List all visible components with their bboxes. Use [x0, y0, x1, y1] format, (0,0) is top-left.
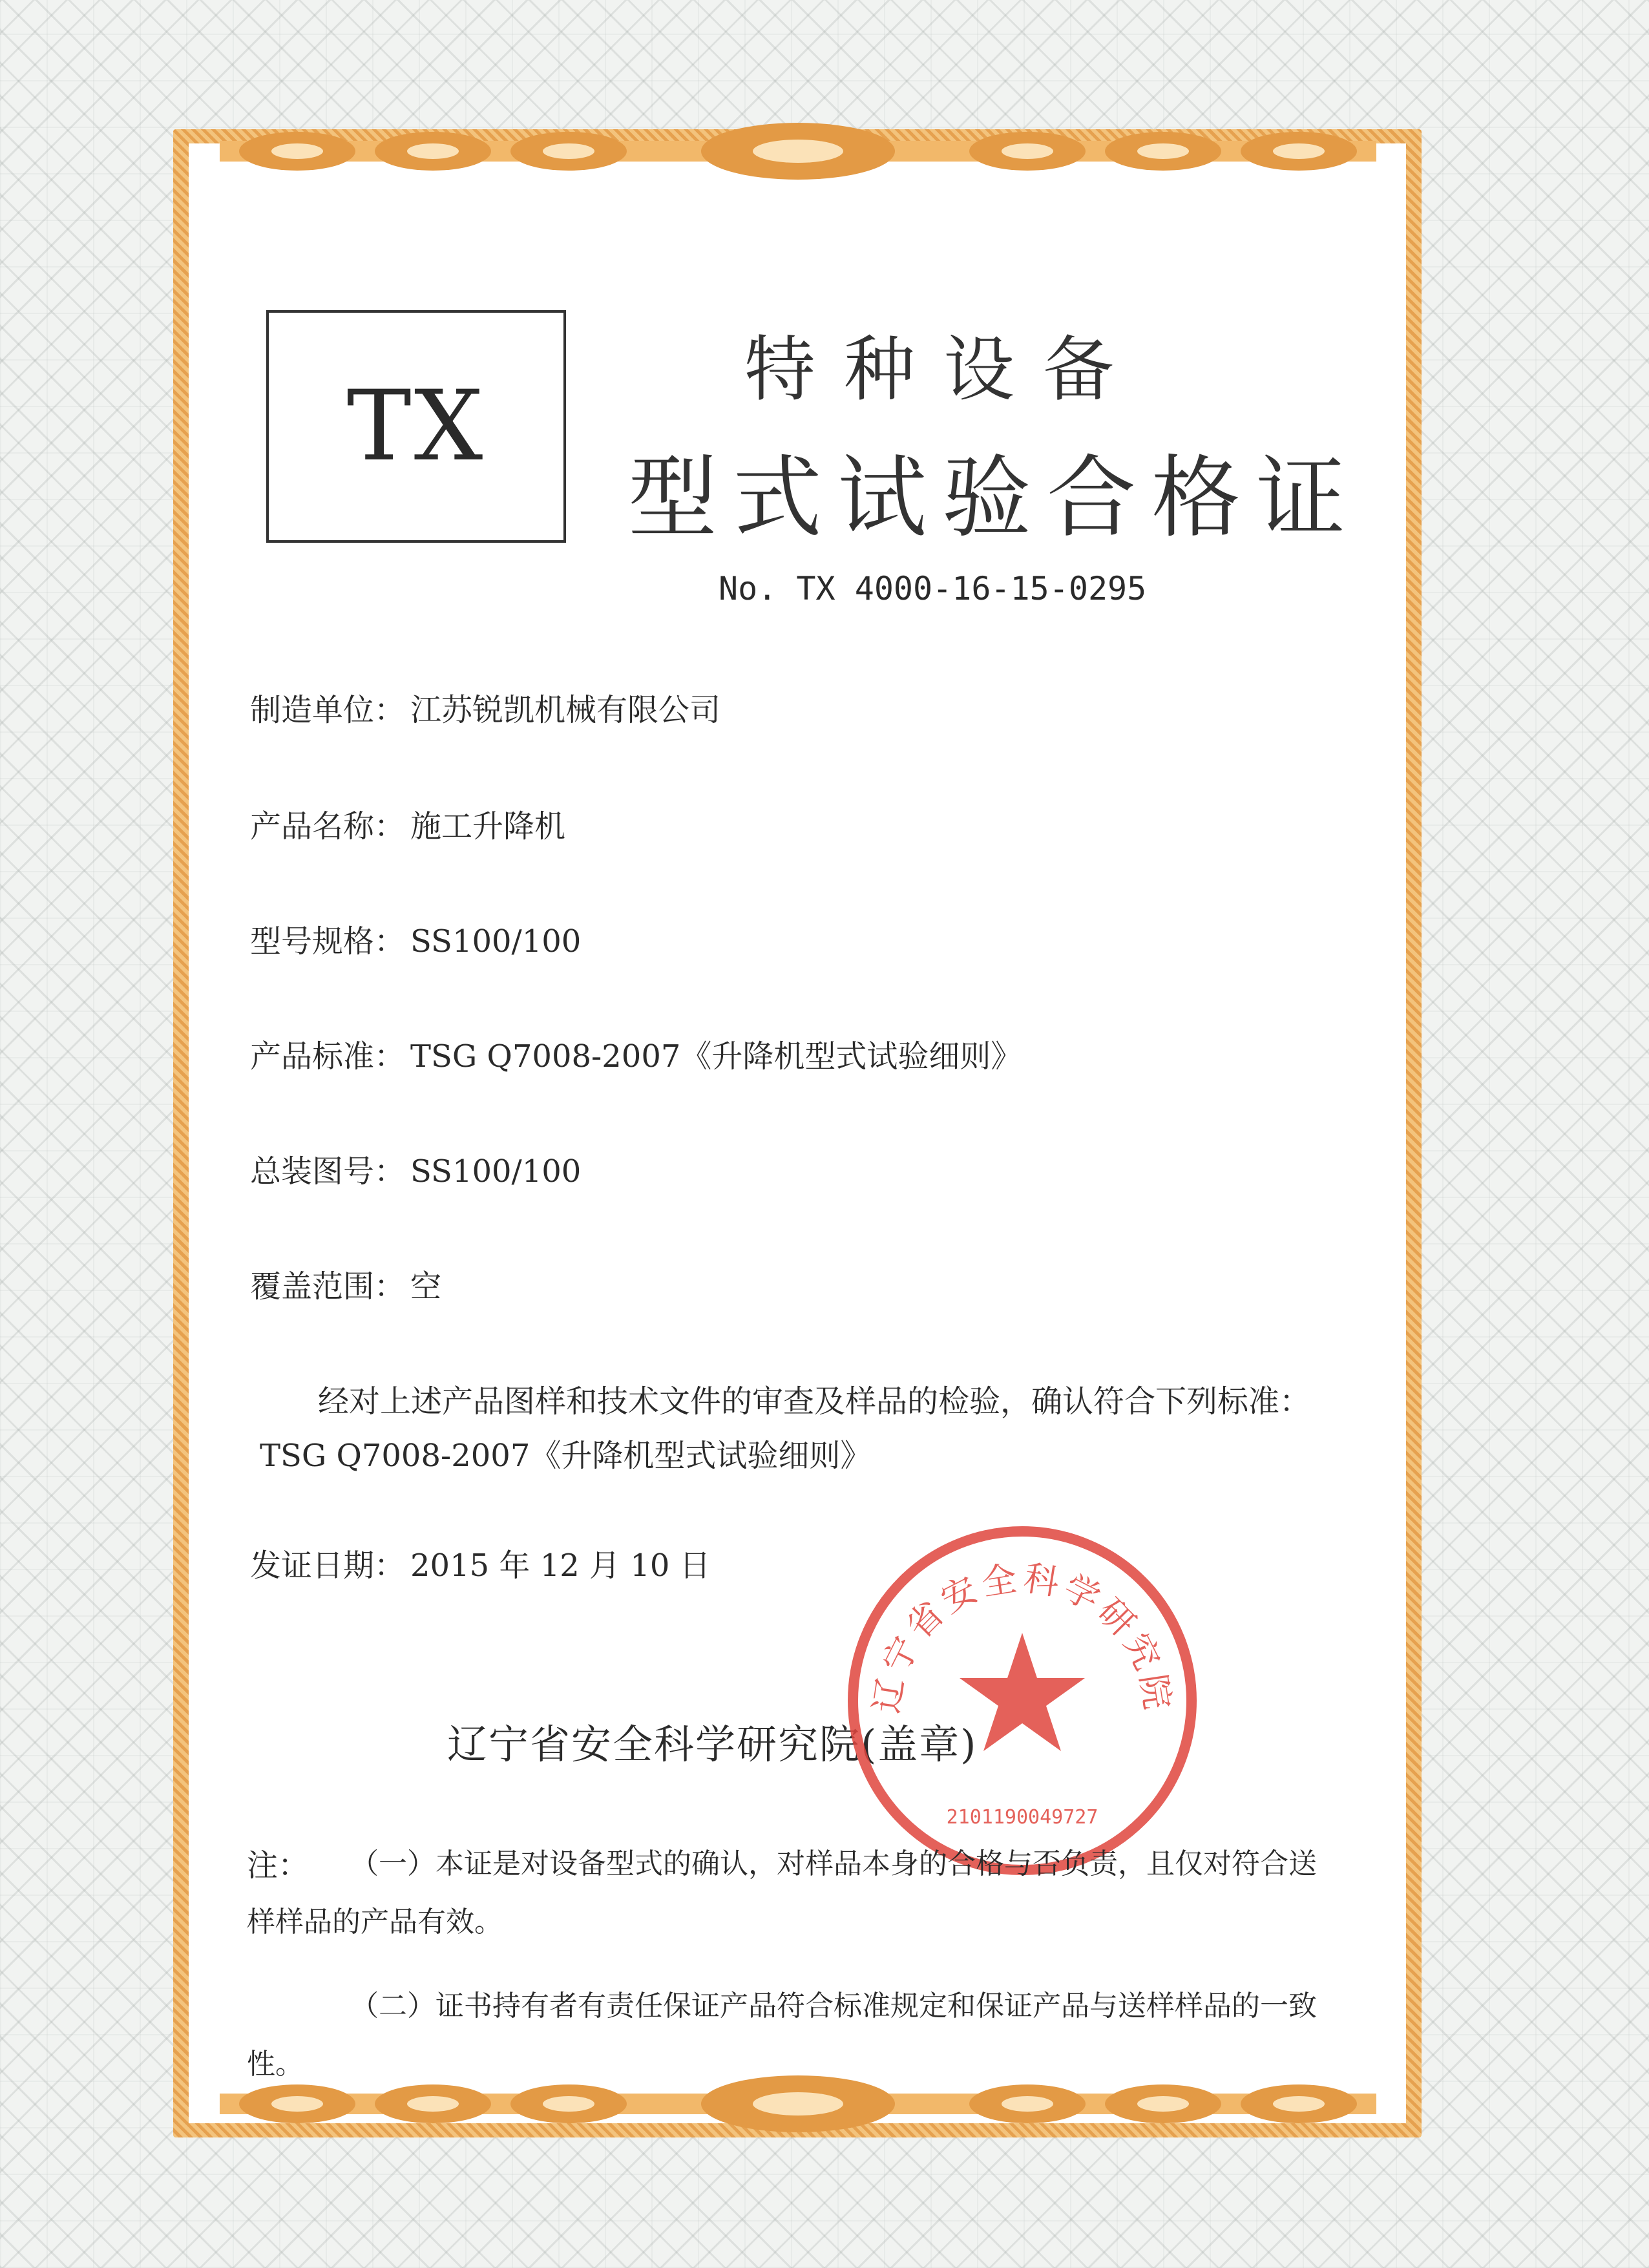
certificate-title-line1: 特种设备	[744, 328, 1142, 411]
field-value: 空	[410, 1268, 442, 1305]
field-coverage	[250, 1261, 441, 1306]
official-seal	[841, 1520, 1203, 1882]
field-value: 施工升降机	[410, 808, 566, 845]
field-label: 总装图号：	[250, 1153, 406, 1190]
category-mark: TX	[346, 370, 486, 483]
field-product-name	[250, 801, 565, 846]
field-value: SS100/100	[410, 923, 582, 960]
issue-date	[250, 1540, 711, 1585]
note-item2-line2: 性。	[247, 2048, 304, 2081]
conclusion-line1: 经对上述产品图样和技术文件的审查及样品的检验，确认符合下列标准：	[318, 1383, 1311, 1420]
note-item2-line1: （二）证书持有者有责任保证产品符合标准规定和保证产品与送样样品的一致	[350, 1990, 1317, 2022]
field-value: 江苏锐凯机械有限公司	[410, 692, 721, 728]
svg-text:辽宁省安全科学研究院: 辽宁省安全科学研究院	[866, 1557, 1179, 1716]
field-product-standard	[250, 1031, 1022, 1076]
field-label: 制造单位：	[250, 692, 406, 728]
certificate-content	[189, 143, 1406, 2123]
field-value: TSG Q7008-2007《升降机型式试验细则》	[410, 1038, 1022, 1075]
certificate-title-line2: 型式试验合格证	[628, 446, 1361, 550]
notes-label: 注：	[247, 1847, 310, 1884]
note-item1-line2: 样样品的产品有效。	[247, 1906, 503, 1938]
category-mark-box	[266, 310, 566, 543]
field-label: 覆盖范围：	[250, 1268, 406, 1305]
conclusion-line2: TSG Q7008-2007《升降机型式试验细则》	[260, 1438, 872, 1474]
field-model-spec	[250, 916, 581, 961]
field-label: 产品标准：	[250, 1038, 406, 1075]
issuing-authority: 辽宁省安全科学研究院(盖章)	[447, 1721, 978, 1768]
note-item1-line1: （一）本证是对设备型式的确认，对样品本身的合格与否负责，且仅对符合送	[350, 1847, 1317, 1880]
field-label: 型号规格：	[250, 923, 406, 960]
field-value: SS100/100	[410, 1153, 582, 1190]
svg-text:2101190049727: 2101190049727	[946, 1806, 1098, 1829]
field-label: 产品名称：	[250, 808, 406, 845]
field-assembly-drawing	[250, 1146, 581, 1191]
issue-date-value: 2015 年 12 月 10 日	[410, 1548, 711, 1584]
issue-date-label: 发证日期：	[250, 1548, 406, 1584]
field-manufacturer	[250, 685, 720, 730]
certificate-number: No. TX 4000-16-15-0295	[719, 570, 1147, 607]
